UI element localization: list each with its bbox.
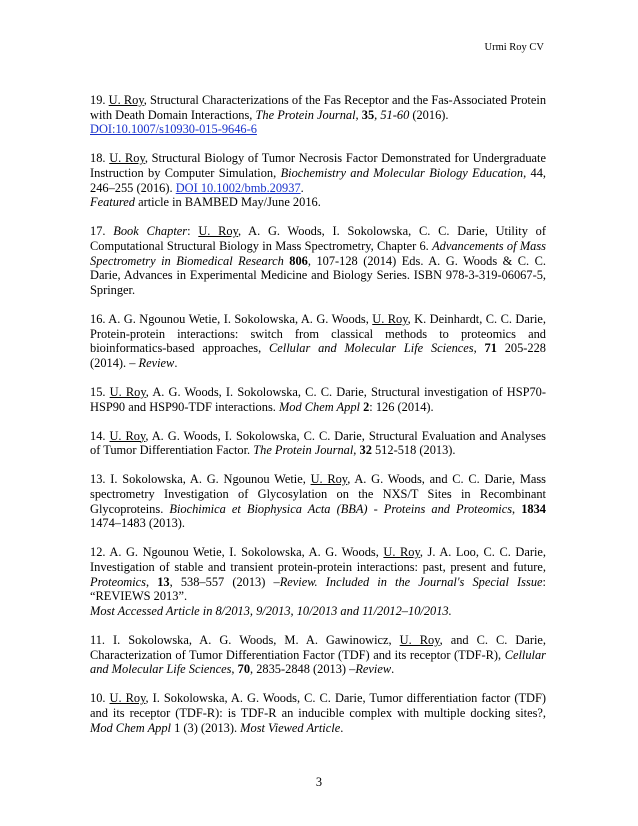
entry-text: 205-228 (2014). –	[90, 341, 546, 371]
entry-text: .	[391, 662, 395, 677]
entry-text: ,	[473, 341, 485, 356]
journal-title: The Protein Journal,	[255, 107, 359, 122]
entry-text: , A. G. Woods, I. Sokolowska, C. C. Darie, Structural investigation of HSP70-HSP90 and HSP90-TDF interactions.	[90, 385, 546, 414]
entry-text: , and C. C. Darie, Characterization of Tumor Differentiation Factor (TDF) and its receptor (TDF-R),	[90, 632, 546, 662]
volume: 35	[361, 107, 375, 122]
author-name: U. Roy	[109, 151, 145, 166]
volume: 806	[289, 253, 308, 268]
book-chapter-label: Book Chapter	[113, 224, 188, 239]
entry-text: 512-518 (2013).	[371, 443, 456, 458]
journal-title: Biochemistry and Molecular Biology Education	[280, 166, 524, 180]
entry-text: 12. A. G. Ngounou Wetie, I. Sokolowska, A. G. Woods,	[90, 545, 384, 560]
featured-label: Featured	[90, 195, 135, 210]
entry-text: 17.	[90, 224, 114, 239]
entry-text: , 538–557 (2013) –	[169, 574, 280, 589]
entry-text: 15.	[90, 385, 110, 399]
entry-text: , A. G. Woods, I. Sokolowska, C. C. Darie, Utility of Computational Structural Biology in Mass Spectrometry, Chapter 6.	[90, 224, 547, 253]
publication-entry-10	[90, 691, 546, 735]
author-name: U. Roy	[399, 632, 440, 647]
journal-title: Biochimica et Biophysica Acta (BBA) - Proteins and Proteomics	[169, 501, 513, 516]
author-name: U. Roy	[109, 428, 146, 443]
author-name: U. Roy	[109, 691, 146, 706]
author-name: U. Roy	[383, 545, 420, 560]
journal-title: Cellular and Molecular Life Sciences	[269, 341, 474, 356]
entry-text: ,	[145, 574, 158, 589]
doi-link[interactable]: DOI 10.1002/bmb.20937	[175, 180, 301, 195]
author-name: U. Roy	[310, 472, 348, 487]
entry-text: : “REVIEWS 2013”.	[90, 574, 546, 604]
journal-title: Mod Chem Appl	[278, 399, 360, 414]
volume: 2	[363, 399, 370, 414]
publication-entry-16	[90, 312, 546, 371]
volume: 13	[157, 574, 170, 589]
pages: , 51-60	[374, 107, 410, 122]
publication-entry-14	[90, 429, 546, 458]
journal-title: Advancements of Mass Spectrometry in Biomedical Research	[90, 239, 546, 268]
entry-text: 1 (3) (2013).	[171, 720, 241, 735]
journal-title: The Protein Journal	[253, 443, 354, 458]
entry-text: 1474–1483 (2013).	[90, 516, 185, 531]
entry-text: ,	[353, 443, 360, 458]
review-label: Review	[355, 662, 392, 677]
entry-text: : 126 (2014).	[369, 399, 434, 414]
entry-text: :	[187, 224, 199, 239]
author-name: U. Roy	[108, 93, 144, 107]
entry-text: 11. I. Sokolowska, A. G. Woods, M. A. Gawinowicz,	[90, 632, 400, 647]
publication-list	[90, 93, 546, 749]
volume: 70	[237, 662, 251, 677]
review-label: Review	[138, 356, 175, 371]
entry-text: , Structural Biology of Tumor Necrosis Factor Demonstrated for Undergraduate Instruction by Computer Simulation,	[90, 151, 546, 180]
author-name: U. Roy	[109, 385, 146, 399]
entry-text: , 44, 246–255 (2016).	[90, 166, 547, 195]
entry-text: , A. G. Woods, and C. C. Darie, Mass spectrometry Investigation of Glycosylation on the NXS/T Sites in Recombinant Glycoproteins.	[90, 472, 546, 516]
journal-title: Cellular and Molecular Life Sciences	[90, 647, 546, 677]
publication-entry-13	[90, 472, 546, 531]
entry-text: , J. A. Loo, C. C. Darie, Investigation of stable and transient protein-protein interactions: past, present and future,	[90, 545, 546, 574]
entry-text: , K. Deinhardt, C. C. Darie, Protein-protein interactions: switch from classical methods to proteomics and bioinformatics-based approaches,	[90, 312, 546, 356]
entry-text: (2016).	[409, 107, 449, 122]
entry-text: , 2835-2848 (2013) –	[250, 662, 356, 677]
entry-text: 18.	[90, 151, 110, 166]
most-accessed-note: Most Accessed Article in 8/2013, 9/2013, 10/2013 and 11/2012–10/2013.	[90, 604, 452, 618]
most-viewed-note: Most Viewed Article	[240, 720, 341, 735]
publication-entry-17	[90, 224, 546, 298]
author-name: U. Roy	[372, 312, 408, 326]
volume: 32	[359, 443, 372, 458]
entry-text: .	[300, 180, 304, 195]
entry-text: .	[174, 356, 178, 371]
page-number: 3	[315, 775, 323, 789]
entry-text: 19.	[90, 93, 109, 107]
entry-text: 10.	[90, 691, 110, 706]
publication-entry-19	[90, 93, 546, 137]
publication-entry-11	[90, 633, 546, 677]
entry-text: , Structural Characterizations of the Fas Receptor and the Fas-Associated Protein with Death Domain Interactions,	[90, 93, 547, 122]
publication-entry-15	[90, 385, 546, 414]
journal-title: Proteomics	[90, 574, 146, 589]
entry-text: , 107-128 (2014) Eds. A. G. Woods & C. C. Darie, Advances in Experimental Medicine and Biology Series. ISBN 978-3-319-06067-5, Springer.	[90, 253, 546, 298]
entry-text: 13. I. Sokolowska, A. G. Ngounou Wetie,	[90, 472, 311, 487]
volume: 71	[484, 341, 497, 356]
journal-title: Mod Chem Appl	[90, 720, 171, 735]
entry-text: 16. A. G. Ngounou Wetie, I. Sokolowska, A. G. Woods,	[90, 312, 373, 326]
running-header: Urmi Roy CV	[484, 42, 544, 53]
entry-text: article in BAMBED May/June 2016.	[134, 195, 321, 210]
entry-text: ,	[512, 501, 522, 516]
author-name: U. Roy	[198, 224, 238, 239]
entry-text: .	[340, 720, 344, 735]
entry-text: 14.	[90, 428, 110, 443]
publication-entry-18	[90, 151, 546, 210]
review-label: Review. Included in the Journal's Special Issue	[279, 574, 543, 589]
volume: 1834	[521, 501, 546, 516]
entry-text: , A. G. Woods, I. Sokolowska, C. C. Darie, Structural Evaluation and Analyses of Tumor Differentiation Factor.	[90, 428, 546, 458]
publication-entry-12	[90, 545, 546, 619]
entry-text: ,	[231, 662, 238, 677]
doi-link[interactable]: DOI:10.1007/s10930-015-9646-6	[90, 122, 257, 137]
entry-text: , I. Sokolowska, A. G. Woods, C. C. Darie, Tumor differentiation factor (TDF) and its receptor (TDF-R): is TDF-R an inducible complex with multiple docking sites?,	[90, 691, 546, 720]
